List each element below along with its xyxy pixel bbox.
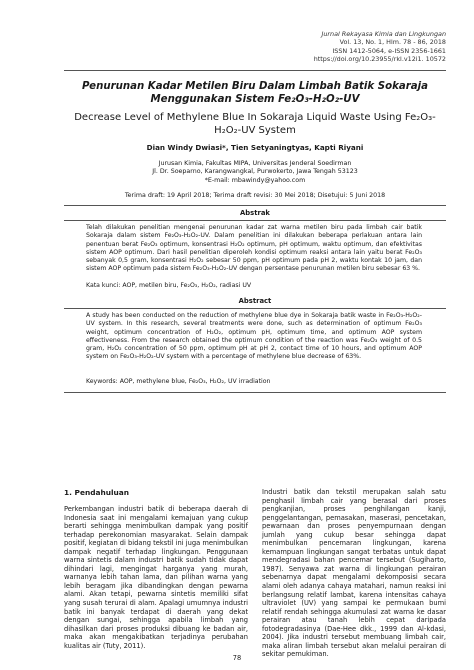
journal-name: Jurnal Rekayasa Kimia dan Lingkungan bbox=[321, 30, 446, 38]
title-english: Decrease Level of Methylene Blue In Sokaraja Liquid Waste Using Fe₂O₃-H₂O₂-UV System bbox=[74, 112, 436, 136]
dates-rule bbox=[64, 205, 446, 206]
abstract-rule bbox=[64, 308, 446, 309]
affiliation bbox=[64, 160, 446, 185]
journal-header bbox=[196, 30, 446, 64]
author-list: Dian Windy Dwiasi*, Tien Setyaningtyas, Kapti Riyani bbox=[146, 143, 364, 152]
journal-doi: https://doi.org/10.23955/rkl.v12i1. 10572 bbox=[313, 55, 446, 64]
journal-volume: Vol. 13, No. 1, Hlm. 78 - 86, 2018 bbox=[339, 38, 446, 47]
affiliation-line: Jurusan Kimia, Fakultas MIPA, Universitas Jenderal Soedirman bbox=[158, 160, 352, 167]
header-rule bbox=[64, 70, 446, 71]
abstract-keywords: Keywords: AOP, methylene blue, Fe₂O₃, H₂O₂, UV irradiation bbox=[86, 378, 271, 385]
journal-issn: ISSN 1412-5064, e-ISSN 2356-1661 bbox=[332, 46, 446, 55]
corresponding-email: *E-mail: mbawindy@yahoo.com bbox=[204, 176, 306, 184]
abstrak-heading: Abstrak bbox=[240, 209, 270, 217]
abstract-text: A study has been conducted on the reduction of methylene blue dye in Sokaraja batik waste in Fe₂O₃-H₂O₂-UV system. In this research, several treatments were done, such as determination of optimum Fe₂O₃ weight, optimum concentration of H₂O₂, optimum pH, optimum time, and optimum AOP system effectiveness. From the research obtained the optimum condition of the reaction was Fe₂O₃ weight of 0.5 gram, H₂O₂ concentration of 50 ppm, optimum pH at pH 2, contact time of 10 hours, and optimum AOP system on Fe₂O₃-H₂O₂-UV system with a percentage of methylene blue decrease of 63%. bbox=[86, 312, 422, 361]
intro-left-column: Perkembangan industri batik di beberapa daerah di Indonesia saat ini mengalami kemajuan yang cukup berarti sehingga menimbulkan dampak yang positif terhadap perekonomian masyarakat. Selain dampak positif, kegiatan di bidang tekstil ini juga menimbulkan dampak negatif terhadap lingkungan. Penggunaan warna sintetis dalam industri batik sudah tidak dapat dihindari lagi, mengingat harganya yang murah, warnanya lebih tahan lama, dan pilihan warna yang lebih beragam jika dibandingkan dengan pewarna alami. Akan tetapi, pewarna sintetis memiliki sifat yang susah terurai di alam. Apalagi umumnya industri batik ini banyak terdapat di daerah yang dekat dengan sungai, sehingga apabila limbah yang dihasilkan dari proses produksi dibuang ke badan air, maka akan mengakibatkan terjadinya perubahan kualitas air (Tuty, 2011). bbox=[64, 505, 248, 650]
title-indonesian: Penurunan Kadar Metilen Biru Dalam Limbah Batik Sokaraja Menggunakan Sistem Fe₂O₃-H₂O₂-UV bbox=[81, 81, 428, 105]
affiliation-line: Jl. Dr. Soeparno, Karangwangkal, Purwokerto, Jawa Tengah 53123 bbox=[152, 168, 358, 176]
page-number: 78 bbox=[232, 654, 242, 662]
submission-dates: Terima draft: 19 April 2018; Terima draft revisi: 30 Mei 2018; Disetujui: 5 Juni 2018 bbox=[124, 192, 386, 199]
abstract-heading: Abstract bbox=[238, 297, 272, 305]
intro-right-column: Industri batik dan tekstil merupakan salah satu penghasil limbah cair yang berasal dari proses pengkanjian, proses penghilangan kanji, penggelantangan, pemasakan, maserasi, pencetakan, pewarnaan dan proses penyempurnaan dengan jumlah yang cukup besar sehingga dapat menimbulkan pencemaran lingkungan, karena kemampuan lingkungan sangat terbatas untuk dapat mendegradasi bahan pencemar tersebut (Sugiharto, 1987). Senyawa zat warna di lingkungan perairan sebenarnya dapat mengalami dekomposisi secara alami oleh adanya cahaya matahari, namun reaksi ini berlangsung relatif lambat, karena intensitas cahaya ultraviolet (UV) yang sampai ke permukaan bumi relatif rendah sehingga akumulasi zat warna ke dasar perairan atau tanah lebih cepat daripada fotodegradasinya (Dae-Hee dkk., 1999 dan Al-kdasi, 2004). Jika industri tersebut membuang limbah cair, maka aliran limbah tersebut akan melalui perairan di sekitar pemukiman. bbox=[262, 488, 446, 659]
abstract-bottom-rule bbox=[64, 392, 446, 393]
section-heading: 1. Pendahuluan bbox=[64, 488, 130, 497]
abstrak-keywords: Kata kunci: AOP, metilen biru, Fe₂O₃, H₂O₂, radiasi UV bbox=[86, 282, 252, 289]
abstrak-text: Telah dilakukan penelitian mengenai penurunan kadar zat warna metilen biru pada limbah cair batik Sokaraja dalam sistem Fe₂O₃-H₂O₂-UV. Dalam penelitian ini dilakukan beberapa perlakuan antara lain penentuan berat Fe₂O₃ optimum, konsentrasi H₂O₂ optimum, pH optimum, waktu optimum, dan efektivitas sistem AOP optimum. Dari hasil penelitian diperoleh kondisi optimum reaksi antara lain yaitu berat Fe₂O₃ sebanyak 0,5 gram, konsentrasi H₂O₂ sebesar 50 ppm, pH optimum pada pH 2, waktu kontak 10 jam, dan sistem AOP optimum pada sistem Fe₂O₃-H₂O₂-UV dengan persentase penurunan metilen biru sebesar 63 %. bbox=[86, 224, 422, 273]
abstrak-rule bbox=[64, 220, 446, 221]
